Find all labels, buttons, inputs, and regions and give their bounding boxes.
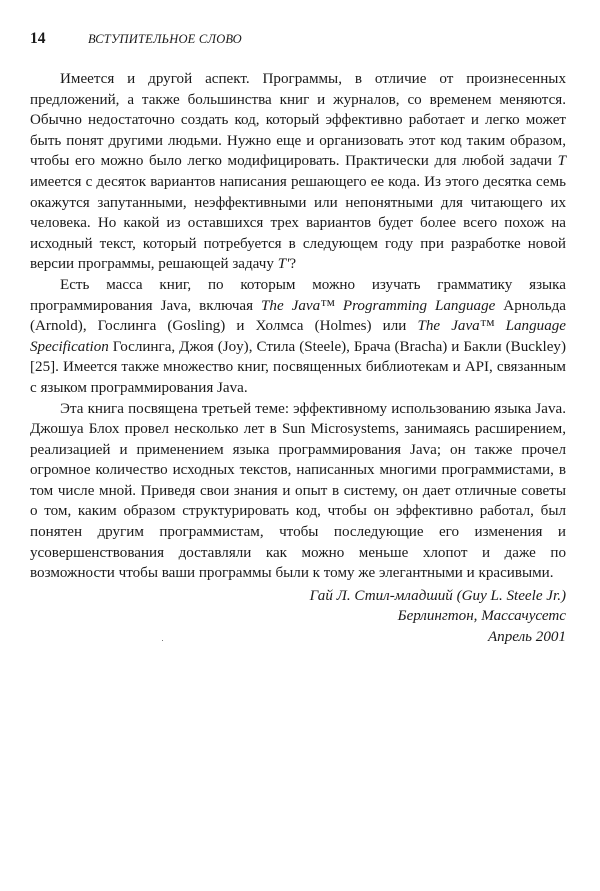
running-header [30, 29, 242, 49]
task-symbol-t: T [557, 153, 566, 170]
paragraph-1-part-1: Имеется и другой аспект. Программы, в отличие от произнесенных предложений, а также большинства книг и журналов, со временем меняются. Обычно недостаточно создать код, который эффективно работает и легко может быть понят другими людьми. Нужно еще и организовать этот код таким образом, чтобы его можно было легко модифицировать. Практически для любой задачи [30, 71, 566, 170]
paragraph-2-part-2: Арнольда (Arnold), Гослинга (Gosling) и Холмса (Holmes) или [30, 297, 566, 335]
signature-place: Берлингтон, Массачусетс [397, 608, 566, 625]
scan-speck [162, 640, 163, 641]
signature-block [30, 586, 566, 648]
signature-date: Апрель 2001 [487, 629, 566, 646]
paragraph-2 [30, 275, 566, 399]
body-text [30, 69, 566, 648]
signature-author: Гай Л. Стил-младший (Guy L. Steele Jr.) [309, 587, 566, 604]
section-title: ВСТУПИТЕЛЬНОЕ СЛОВО [88, 32, 242, 46]
paragraph-1 [30, 69, 566, 275]
book-title-java-programming-language: The Java™ Programming Language [261, 297, 496, 314]
task-symbol-t-prime: T' [277, 256, 290, 273]
paragraph-2-part-1: Есть масса книг, по которым можно изучать грамматику языка программирования Java, включая [30, 276, 566, 314]
paragraph-1-part-3: ? [289, 256, 297, 273]
paragraph-2-part-3: Гослинга, Джоя (Joy), Стила (Steele), Брача (Bracha) и Бакли (Buckley) [25]. Имеется также множество книг, посвященных библиотекам и API, связанным с языком программирования Java. [30, 338, 566, 396]
paragraph-3: Эта книга посвящена третьей теме: эффективному использованию языка Java. Джошуа Блох провел несколько лет в Sun Microsystems, занимаясь расширением, реализацией и применением языка программирования Java; он также прочел огромное количество исходных текстов, написанных многими программистами, в том числе мной. Приведя свои знания и опыт в систему, он дает отличные советы о том, каким образом структурировать код, чтобы он эффективно работал, был понятен другим программистам, чтобы последующие его изменения и усовершенствования доставляли как можно меньше хлопот и даже по возможности чтобы ваши программы были к тому же элегантными и красивыми. [30, 400, 566, 582]
page-number: 14 [30, 30, 46, 47]
book-title-java-language-specification: The Java™ Language Specification [30, 318, 566, 355]
paragraph-1-part-2: имеется с десяток вариантов написания решающего ее кода. Из этого десятка семь окажутся запутанными, неэффективными или непонятными для читающего их человека. Но какой из оставшихся трех вариантов будет более всего похож на исходный текст, который потребуется в следующем году при разработке новой версии программы, решающей задачу [30, 173, 566, 273]
